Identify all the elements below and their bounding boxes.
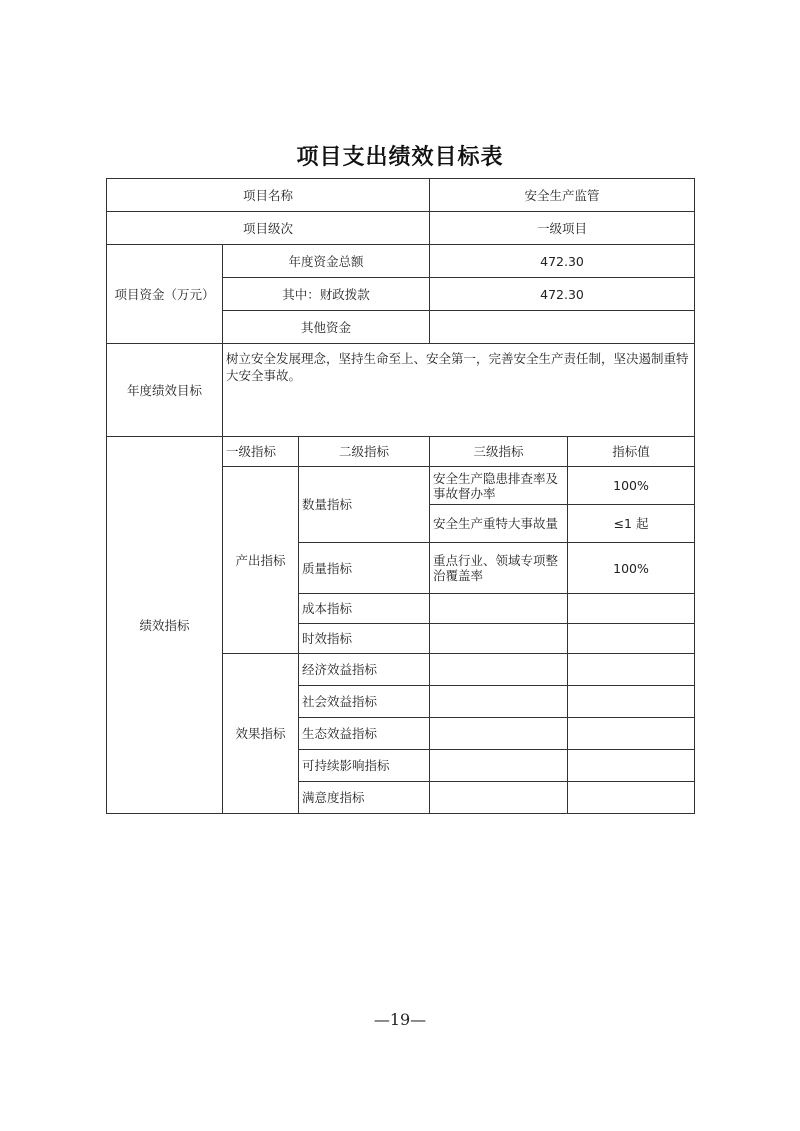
indicator-value: 100%	[568, 543, 695, 594]
funds-label: 项目资金（万元）	[107, 245, 223, 344]
effect-indicator-label: 效果指标	[223, 654, 299, 814]
indicator-name: 重点行业、领域专项整治覆盖率	[430, 543, 568, 594]
empty-cell	[568, 782, 695, 814]
indicator-header-row	[107, 437, 695, 467]
funds-total-row	[107, 245, 695, 278]
header-level2: 二级指标	[299, 437, 430, 467]
funds-other-value	[430, 311, 695, 344]
empty-cell	[430, 594, 568, 624]
header-level1: 一级指标	[223, 437, 299, 467]
empty-cell	[568, 686, 695, 718]
indicator-value: 100%	[568, 467, 695, 505]
empty-cell	[430, 654, 568, 686]
annual-goal-row	[107, 344, 695, 437]
empty-cell	[430, 782, 568, 814]
annual-goal-label: 年度绩效目标	[107, 344, 223, 437]
funds-fiscal-label: 其中：财政拨款	[223, 278, 430, 311]
project-name-value: 安全生产监管	[430, 179, 695, 212]
header-value: 指标值	[568, 437, 695, 467]
quality-indicator-label: 质量指标	[299, 543, 430, 594]
project-level-row	[107, 212, 695, 245]
empty-cell	[430, 718, 568, 750]
cost-indicator-label: 成本指标	[299, 594, 430, 624]
indicator-value: ≤1 起	[568, 505, 695, 543]
page-number: —19—	[373, 1010, 427, 1029]
ecological-indicator-label: 生态效益指标	[299, 718, 430, 750]
funds-fiscal-value: 472.30	[430, 278, 695, 311]
performance-target-table	[106, 178, 695, 814]
project-name-label: 项目名称	[107, 179, 430, 212]
empty-cell	[568, 594, 695, 624]
indicators-label: 绩效指标	[107, 437, 223, 814]
timeliness-indicator-label: 时效指标	[299, 624, 430, 654]
social-indicator-label: 社会效益指标	[299, 686, 430, 718]
empty-cell	[430, 624, 568, 654]
indicator-name: 安全生产重特大事故量	[430, 505, 568, 543]
annual-goal-text: 树立安全发展理念，坚持生命至上、安全第一，完善安全生产责任制，坚决遏制重特大安全事故。	[223, 344, 695, 437]
quantity-indicator-label: 数量指标	[299, 467, 430, 543]
indicator-name: 安全生产隐患排查率及事故督办率	[430, 467, 568, 505]
empty-cell	[568, 718, 695, 750]
header-level3: 三级指标	[430, 437, 568, 467]
empty-cell	[568, 624, 695, 654]
empty-cell	[430, 750, 568, 782]
satisfaction-indicator-label: 满意度指标	[299, 782, 430, 814]
output-indicator-label: 产出指标	[223, 467, 299, 654]
sustainable-indicator-label: 可持续影响指标	[299, 750, 430, 782]
project-level-label: 项目级次	[107, 212, 430, 245]
economic-indicator-label: 经济效益指标	[299, 654, 430, 686]
project-level-value: 一级项目	[430, 212, 695, 245]
empty-cell	[430, 686, 568, 718]
empty-cell	[568, 654, 695, 686]
page-title: 项目支出绩效目标表	[296, 144, 504, 170]
funds-total-label: 年度资金总额	[223, 245, 430, 278]
project-name-row	[107, 179, 695, 212]
empty-cell	[568, 750, 695, 782]
funds-other-label: 其他资金	[223, 311, 430, 344]
funds-total-value: 472.30	[430, 245, 695, 278]
